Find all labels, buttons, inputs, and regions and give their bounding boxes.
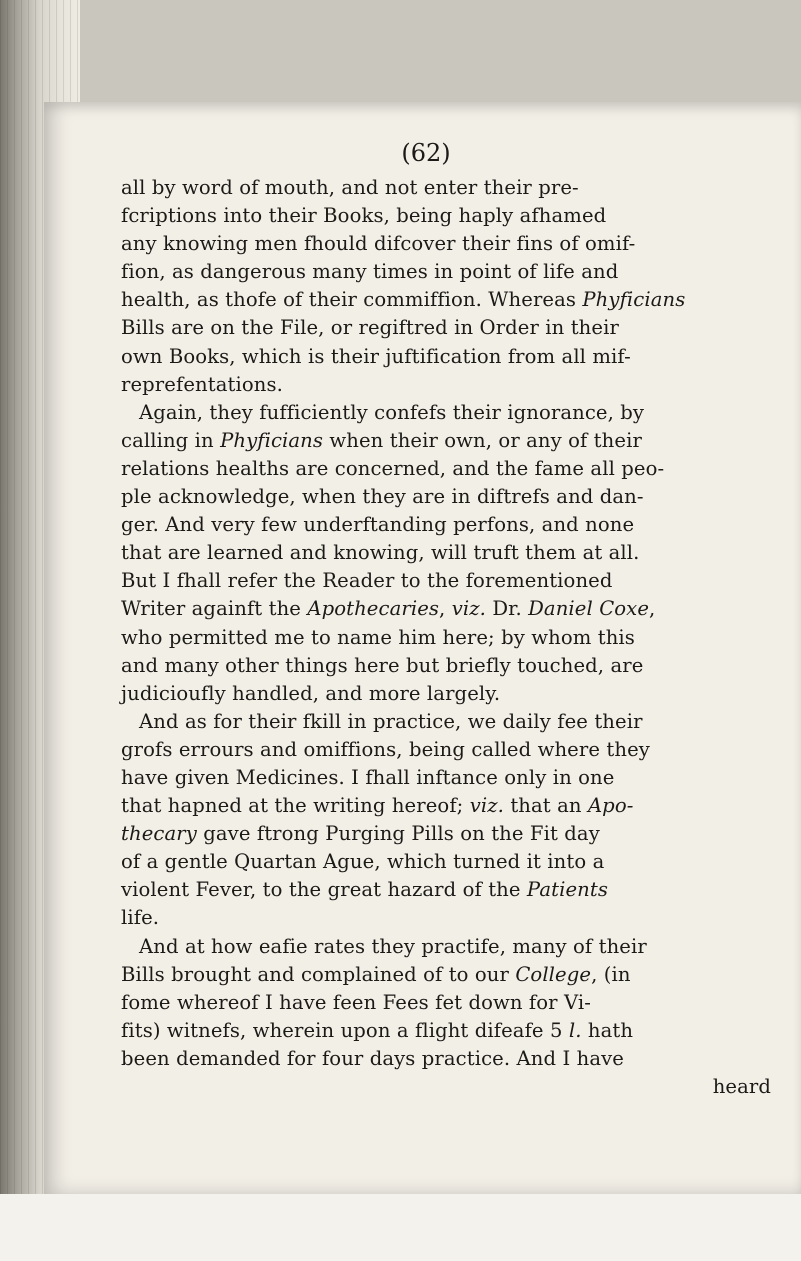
- text-line: [121, 511, 771, 539]
- text-segment: Bills brought and complained of to our: [121, 962, 516, 986]
- text-line: [121, 455, 771, 483]
- text-line: [121, 314, 771, 342]
- text-segment: violent Fever, to the great hazard of the: [121, 878, 527, 902]
- text-segment: health, as thofe of their commiffion. Whereas: [121, 288, 583, 312]
- italic-text: viz.: [451, 597, 487, 621]
- text-segment: been demanded for four days practice. And I have: [121, 1046, 624, 1070]
- text-line: [121, 595, 771, 623]
- text-segment: when their own, or any of their: [323, 428, 642, 452]
- text-segment: all by word of mouth, and not enter their pre-: [121, 176, 579, 199]
- text-segment: own Books, which is their juftification from all mif-: [121, 344, 631, 368]
- text-segment: that hapned at the writing hereof;: [121, 794, 470, 818]
- italic-text: Apothecaries: [307, 597, 440, 621]
- text-line: [121, 1073, 771, 1101]
- text-line: [121, 202, 771, 230]
- italic-text: Phyficians: [220, 428, 324, 452]
- text-segment: life.: [121, 906, 160, 930]
- text-segment: But I fhall refer the Reader to the forementioned: [121, 569, 613, 593]
- text-line: [121, 933, 771, 961]
- italic-text: Patients: [526, 878, 608, 902]
- page-number: (62): [401, 139, 451, 167]
- text-line: [121, 286, 771, 314]
- page-text: [121, 136, 771, 1101]
- text-line: [121, 343, 771, 371]
- text-line: [121, 483, 771, 511]
- text-line: [121, 230, 771, 258]
- text-line: [121, 1045, 771, 1073]
- text-segment: reprefentations.: [121, 372, 283, 396]
- text-line: [121, 904, 771, 932]
- text-segment: calling in: [121, 428, 221, 452]
- text-line: [121, 961, 771, 989]
- text-segment: ,: [439, 597, 452, 621]
- text-segment: , (in: [591, 962, 631, 986]
- text-line: [121, 876, 771, 904]
- text-line: [121, 567, 771, 595]
- text-line: [121, 848, 771, 876]
- text-line: [121, 258, 771, 286]
- text-lines: [121, 174, 771, 1101]
- text-line: [121, 792, 771, 820]
- text-line: [121, 989, 771, 1017]
- text-segment: relations healths are concerned, and the fame all peo-: [121, 456, 665, 480]
- italic-text: viz.: [469, 794, 504, 818]
- text-line: [121, 764, 771, 792]
- text-segment: judicioufly handled, and more largely.: [121, 681, 501, 705]
- text-segment: heard: [712, 1075, 771, 1098]
- text-segment: that an: [504, 794, 588, 818]
- text-segment: hath: [581, 1018, 634, 1042]
- text-line: [121, 371, 771, 399]
- text-segment: And as for their fkill in practice, we daily fee their: [139, 709, 643, 733]
- text-line: [121, 427, 771, 455]
- text-line: [121, 174, 771, 202]
- text-segment: any knowing men fhould difcover their fins of omif-: [121, 232, 636, 256]
- text-segment: fion, as dangerous many times in point of life and: [121, 260, 619, 284]
- italic-text: thecary: [121, 822, 197, 846]
- text-line: [121, 1017, 771, 1045]
- text-line: [121, 624, 771, 652]
- text-line: [121, 399, 771, 427]
- italic-text: Phyficians: [582, 288, 686, 312]
- text-segment: Bills are on the File, or regiftred in Order in their: [121, 316, 619, 340]
- text-line: [121, 736, 771, 764]
- text-segment: gave ftrong Purging Pills on the Fit day: [196, 822, 600, 846]
- italic-text: l.: [568, 1018, 582, 1042]
- italic-text: College: [515, 962, 592, 986]
- text-segment: ger. And very few underftanding perfons, and none: [121, 513, 635, 537]
- text-segment: of a gentle Quartan Ague, which turned it into a: [121, 850, 605, 874]
- text-line: [121, 652, 771, 680]
- text-segment: ,: [649, 597, 656, 621]
- text-segment: fits) witnefs, wherein upon a flight difeafe 5: [121, 1018, 569, 1042]
- italic-text: Apo-: [587, 794, 634, 818]
- text-line: [121, 680, 771, 708]
- text-segment: that are learned and knowing, will truft them at all.: [121, 541, 640, 565]
- text-segment: have given Medicines. I fhall inftance only in one: [121, 765, 615, 789]
- text-segment: who permitted me to name him here; by whom this: [121, 625, 635, 649]
- text-segment: and many other things here but briefly touched, are: [121, 653, 644, 677]
- text-line: [121, 820, 771, 848]
- text-segment: Writer againft the: [121, 597, 308, 621]
- page-margin-bottom: [0, 1194, 801, 1261]
- text-segment: Again, they fufficiently confefs their ignorance, by: [139, 400, 645, 424]
- text-segment: grofs errours and omiffions, being called where they: [121, 737, 650, 761]
- text-line: [121, 708, 771, 736]
- italic-text: Daniel Coxe: [528, 597, 650, 621]
- text-segment: fcriptions into their Books, being haply afhamed: [121, 204, 607, 228]
- text-line: [121, 539, 771, 567]
- text-segment: fome whereof I have feen Fees fet down for Vi-: [121, 990, 591, 1014]
- text-segment: Dr.: [486, 597, 529, 621]
- text-segment: ple acknowledge, when they are in diftrefs and dan-: [121, 485, 644, 509]
- text-segment: And at how eafie rates they practife, many of their: [139, 934, 647, 958]
